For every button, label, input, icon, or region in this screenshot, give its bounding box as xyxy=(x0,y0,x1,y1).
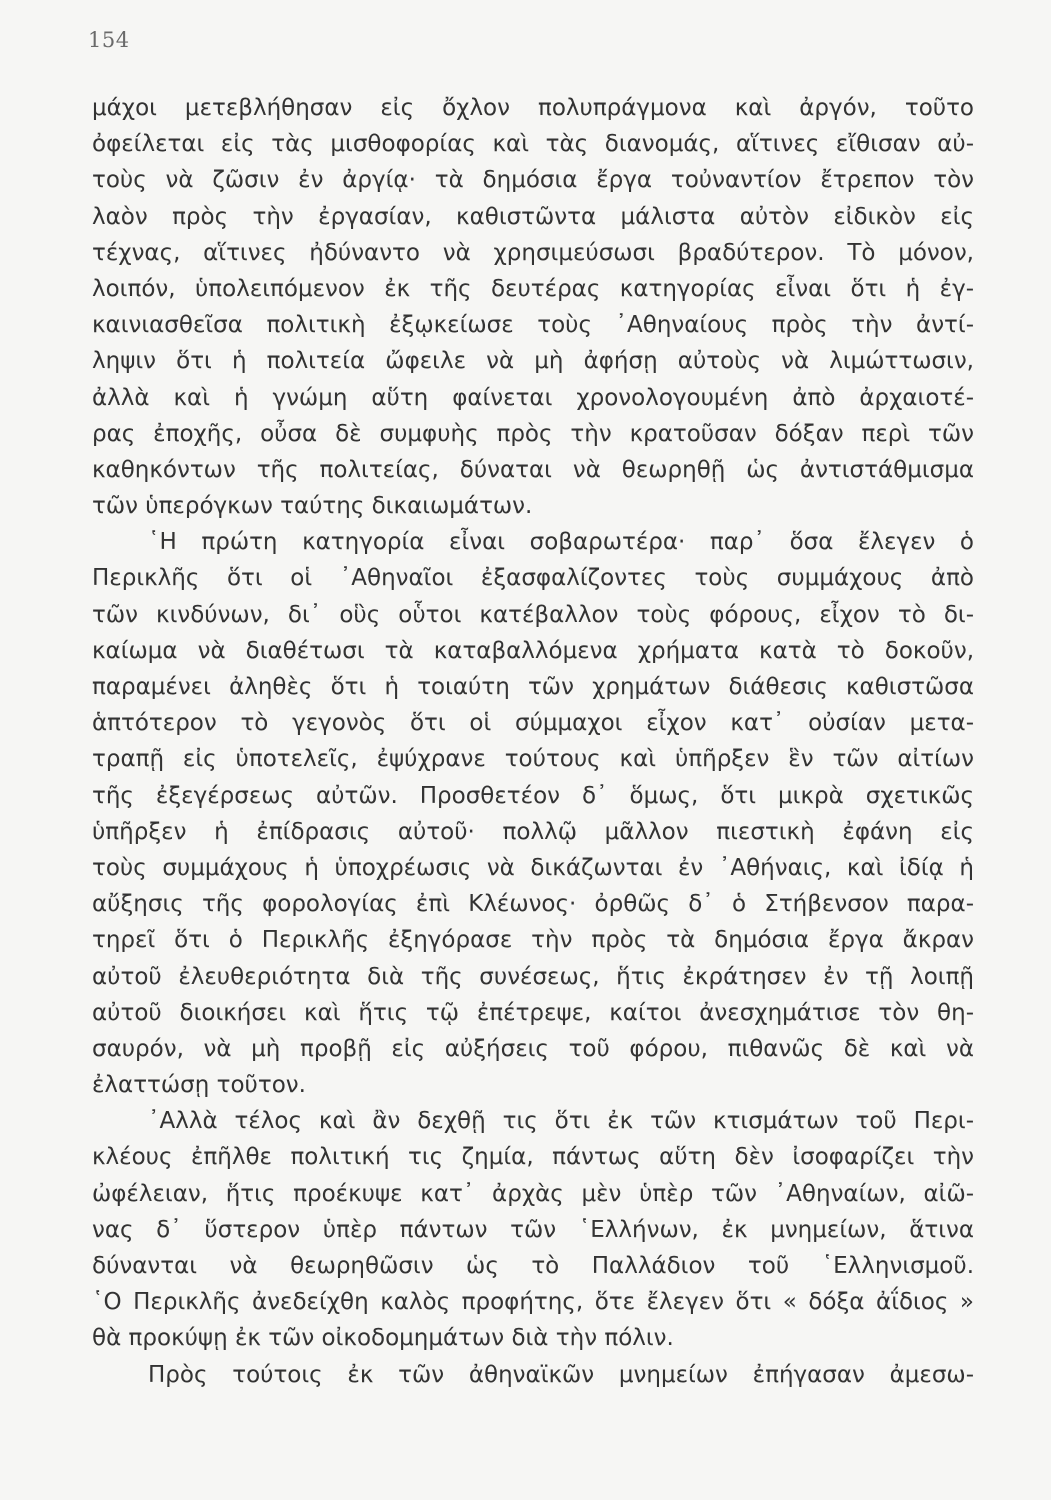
text-line: ῾Η πρώτη κατηγορία εἶναι σοβαρωτέρα· παρ᾿ ὅσα ἔλεγεν ὁ xyxy=(148,529,974,556)
text-line: δύνανται νὰ θεωρηθῶσιν ὡς τὸ Παλλάδιον τοῦ ῾Ελληνισμοῦ. xyxy=(92,1253,974,1279)
text-line: αὐτοῦ διοικήσει καὶ ἥτις τῷ ἐπέτρεψε, καίτοι ἀνεσχημάτισε τὸν θη- xyxy=(92,999,974,1026)
text-line: τραπῇ εἰς ὑποτελεῖς, ἐψύχρανε τούτους καὶ ὑπῆρξεν ἓν τῶν αἰτίων xyxy=(92,746,974,773)
text-line: ᾿Αλλὰ τέλος καὶ ἂν δεχθῇ τις ὅτι ἐκ τῶν κτισμάτων τοῦ Περι- xyxy=(148,1108,974,1135)
text-line: ῾Ο Περικλῆς ἀνεδείχθη καλὸς προφήτης, ὅτε ἔλεγεν ὅτι « δόξα ἀΐδιος » xyxy=(92,1289,974,1316)
text-line: νας δ᾿ ὕστερον ὑπὲρ πάντων τῶν ῾Ελλήνων, ἐκ μνημείων, ἅτινα xyxy=(92,1216,974,1243)
text-line: θὰ προκύψῃ ἐκ τῶν οἰκοδομημάτων διὰ τὴν πόλιν. xyxy=(92,1325,674,1352)
text-line: σαυρόν, νὰ μὴ προβῇ εἰς αὐξήσεις τοῦ φόρου, πιθανῶς δὲ καὶ νὰ xyxy=(92,1035,974,1062)
text-line: Πρὸς τούτοις ἐκ τῶν ἀθηναϊκῶν μνημείων ἐπήγασαν ἀμεσω- xyxy=(148,1361,974,1388)
text-line: λοιπόν, ὑπολειπόμενον ἐκ τῆς δευτέρας κατηγορίας εἶναι ὅτι ἡ ἐγ- xyxy=(92,275,974,302)
paragraph xyxy=(92,90,974,524)
text-line: ἐλαττώσῃ τοῦτον. xyxy=(92,1072,306,1099)
text-line: ὠφέλειαν, ἥτις προέκυψε κατ᾿ ἀρχὰς μὲν ὑπὲρ τῶν ᾿Αθηναίων, αἰῶ- xyxy=(92,1180,974,1207)
body-text xyxy=(92,90,974,1393)
text-line: τηρεῖ ὅτι ὁ Περικλῆς ἐξηγόρασε τὴν πρὸς τὰ δημόσια ἔργα ἄκραν xyxy=(92,927,974,954)
text-line: καινιασθεῖσα πολιτικὴ ἐξῳκείωσε τοὺς ᾿Αθηναίους πρὸς τὴν ἀντί- xyxy=(92,312,974,339)
text-line: τοὺς συμμάχους ἡ ὑποχρέωσις νὰ δικάζωνται ἐν ᾿Αθήναις, καὶ ἰδίᾳ ἡ xyxy=(92,854,974,881)
text-line: ληψιν ὅτι ἡ πολιτεία ὤφειλε νὰ μὴ ἀφήσῃ αὐτοὺς νὰ λιμώττωσιν, xyxy=(92,348,974,375)
text-line: ὀφείλεται εἰς τὰς μισθοφορίας καὶ τὰς διανομάς, αἵτινες εἴθισαν αὐ- xyxy=(92,131,974,158)
text-line: τοὺς νὰ ζῶσιν ἐν ἀργίᾳ· τὰ δημόσια ἔργα τοὐναντίον ἔτρεπον τὸν xyxy=(92,167,974,194)
text-line: ὑπῆρξεν ἡ ἐπίδρασις αὐτοῦ· πολλῷ μᾶλλον πιεστικὴ ἐφάνη εἰς xyxy=(92,818,974,845)
text-line: Περικλῆς ὅτι οἱ ᾿Αθηναῖοι ἐξασφαλίζοντες τοὺς συμμάχους ἀπὸ xyxy=(92,565,974,592)
text-line: ἀλλὰ καὶ ἡ γνώμη αὕτη φαίνεται χρονολογουμένη ἀπὸ ἀρχαιοτέ- xyxy=(92,384,974,411)
text-line: ρας ἐποχῆς, οὖσα δὲ συμφυὴς πρὸς τὴν κρατοῦσαν δόξαν περὶ τῶν xyxy=(92,420,974,447)
text-line: καθηκόντων τῆς πολιτείας, δύναται νὰ θεωρηθῇ ὡς ἀντιστάθμισμα xyxy=(92,456,974,483)
text-line: παραμένει ἀληθὲς ὅτι ἡ τοιαύτη τῶν χρημάτων διάθεσις καθιστῶσα xyxy=(92,674,974,700)
text-line: τῶν κινδύνων, δι᾿ οὓς οὗτοι κατέβαλλον τοὺς φόρους, εἶχον τὸ δι- xyxy=(92,601,974,628)
text-line: λαὸν πρὸς τὴν ἐργασίαν, καθιστῶντα μάλιστα αὐτὸν εἰδικὸν εἰς xyxy=(92,203,974,230)
text-line: αὔξησις τῆς φορολογίας ἐπὶ Κλέωνος· ὀρθῶς δ᾿ ὁ Στήβενσον παρα- xyxy=(92,891,974,918)
paragraph xyxy=(92,524,974,1103)
text-line: τῶν ὑπερόγκων ταύτης δικαιωμάτων. xyxy=(92,493,533,520)
text-line: κλέους ἐπῆλθε πολιτική τις ζημία, πάντως αὕτη δὲν ἰσοφαρίζει τὴν xyxy=(92,1144,974,1171)
text-line: τέχνας, αἵτινες ἠδύναντο νὰ χρησιμεύσωσι βραδύτερον. Τὸ μόνον, xyxy=(92,239,974,266)
text-line: αὐτοῦ ἐλευθεριότητα διὰ τῆς συνέσεως, ἥτις ἐκράτησεν ἐν τῇ λοιπῇ xyxy=(92,963,974,990)
paragraph xyxy=(92,1103,974,1356)
text-line: τῆς ἐξεγέρσεως αὐτῶν. Προσθετέον δ᾿ ὅμως, ὅτι μικρὰ σχετικῶς xyxy=(92,782,974,809)
page-number: 154 xyxy=(88,28,130,52)
text-line: καίωμα νὰ διαθέτωσι τὰ καταβαλλόμενα χρήματα κατὰ τὸ δοκοῦν, xyxy=(92,637,974,664)
paragraph xyxy=(92,1357,974,1393)
text-line: μάχοι μετεβλήθησαν εἰς ὄχλον πολυπράγμονα καὶ ἀργόν, τοῦτο xyxy=(92,95,974,121)
text-line: ἁπτότερον τὸ γεγονὸς ὅτι οἱ σύμμαχοι εἶχον κατ᾿ οὐσίαν μετα- xyxy=(92,710,974,737)
